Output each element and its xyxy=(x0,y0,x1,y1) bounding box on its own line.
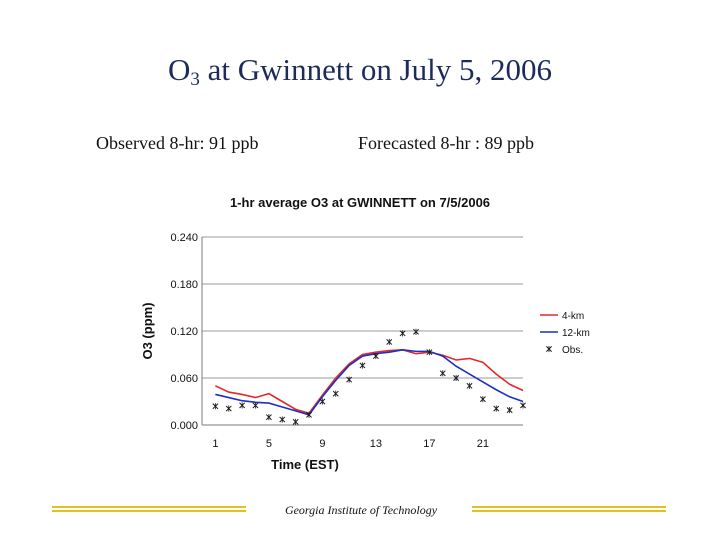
obs-point xyxy=(213,403,218,409)
y-tick-label: 0.240 xyxy=(170,232,198,244)
obs-point xyxy=(320,398,325,404)
x-tick-label: 5 xyxy=(265,438,272,450)
slide-title: $O_3$ at Gwinnett on July 5, 2006 xyxy=(167,52,553,90)
legend-item xyxy=(546,345,583,356)
footer-rule-right xyxy=(472,506,666,516)
obs-point xyxy=(280,416,285,422)
obs-point xyxy=(293,419,298,425)
y-tick-label: 0.120 xyxy=(170,326,198,338)
y-axis-ticks xyxy=(170,232,198,432)
obs-point xyxy=(467,383,472,389)
legend-label: 4-km xyxy=(562,311,585,322)
obs-point xyxy=(266,414,271,420)
x-tick-label: 17 xyxy=(423,438,436,450)
obs-point xyxy=(440,370,445,376)
ozone-line-chart xyxy=(130,185,600,475)
obs-point xyxy=(494,405,499,411)
chart-legend xyxy=(540,311,590,356)
obs-point xyxy=(333,391,338,397)
obs-point xyxy=(253,402,258,408)
obs-point xyxy=(360,362,365,368)
y-tick-label: 0.180 xyxy=(170,279,198,291)
forecasted-8hr-text: Forecasted 8-hr : 89 ppb xyxy=(358,133,534,153)
obs-point xyxy=(520,402,525,408)
x-axis-label: Time (EST) xyxy=(271,457,339,472)
x-tick-label: 13 xyxy=(369,438,382,450)
legend-item xyxy=(540,311,584,322)
obs-point xyxy=(226,405,231,411)
x-tick-label: 21 xyxy=(476,438,489,450)
obs-point xyxy=(347,376,352,382)
legend-item xyxy=(540,328,590,339)
series-line-12km xyxy=(215,350,523,415)
obs-point xyxy=(373,353,378,359)
observed-8hr-text: Observed 8-hr: 91 ppb xyxy=(96,133,259,153)
chart-series xyxy=(213,329,526,425)
footer-rule-left xyxy=(52,506,246,516)
legend-label: 12-km xyxy=(562,328,590,339)
obs-point xyxy=(387,339,392,345)
footer-institution: Georgia Institute of Technology xyxy=(284,503,438,517)
obs-point xyxy=(400,330,405,336)
legend-label: Obs. xyxy=(562,345,584,356)
x-tick-label: 1 xyxy=(212,438,219,450)
y-axis-label: O3 (ppm) xyxy=(140,302,155,360)
obs-point xyxy=(413,329,418,335)
chart-title: 1-hr average O3 at GWINNETT on 7/5/2006 xyxy=(229,195,491,210)
obs-point xyxy=(480,396,485,402)
y-tick-label: 0.000 xyxy=(170,420,198,432)
x-tick-label: 9 xyxy=(319,438,326,450)
obs-point xyxy=(240,402,245,408)
series-line-4km xyxy=(215,350,523,413)
y-tick-label: 0.060 xyxy=(170,373,198,385)
x-axis-ticks xyxy=(212,438,489,450)
obs-point xyxy=(507,407,512,413)
